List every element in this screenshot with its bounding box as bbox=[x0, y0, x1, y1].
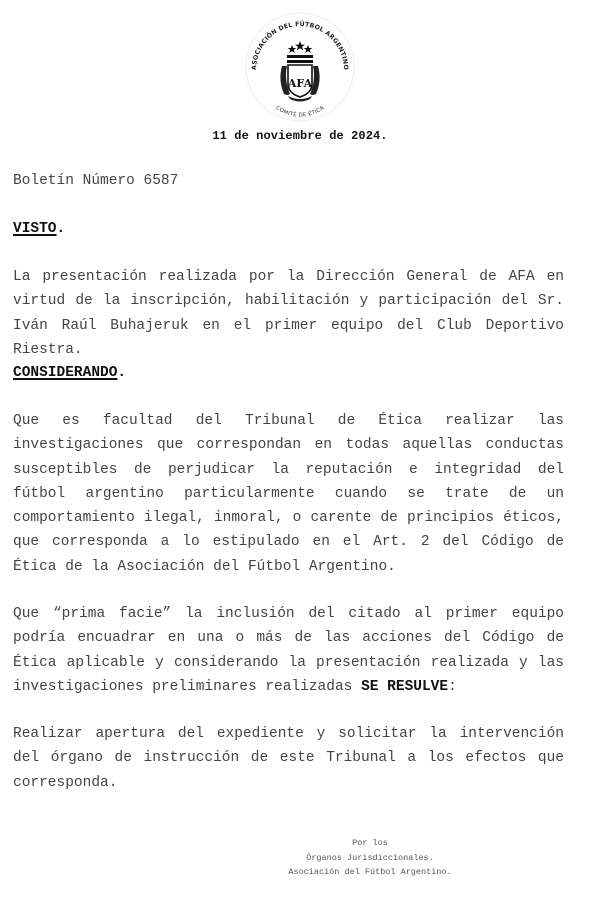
signature-line-3: Asociación del Fútbol Argentino. bbox=[288, 867, 452, 877]
considerando-heading bbox=[13, 361, 564, 385]
signature-block bbox=[270, 836, 470, 880]
considerando-paragraph-2-text: Que “prima facie” la inclusión del citado al primer equipo podría encuadrar en una o más de las acciones del Código de Ética aplicable y considerando la presentación realizada y las investigaciones preliminares realizadas bbox=[13, 606, 564, 695]
svg-text:ASOCIACIÓN DEL FÚTBOL ARGENTIN: ASOCIACIÓN DEL FÚTBOL ARGENTINO bbox=[250, 20, 350, 71]
considerando-heading-suffix: . bbox=[117, 365, 127, 381]
considerando-paragraph-2-suffix: : bbox=[448, 678, 457, 695]
afa-ethics-committee-seal-icon bbox=[234, 10, 366, 124]
considerando-paragraph-2 bbox=[13, 602, 564, 699]
resolution-paragraph: Realizar apertura del expediente y solicitar la intervención del órgano de instrucción de este Tribunal a los efectos que corresponda. bbox=[13, 726, 564, 791]
considerando-heading-text: CONSIDERANDO bbox=[13, 365, 118, 381]
visto-heading-text: VISTO bbox=[13, 221, 57, 237]
afa-ethics-committee-logo bbox=[234, 10, 366, 124]
visto-heading bbox=[13, 217, 564, 241]
document-date: 11 de noviembre de 2024. bbox=[212, 129, 388, 143]
signature-line-2: Órganos Jurisdiccionales. bbox=[306, 852, 434, 863]
svg-text:AFA: AFA bbox=[287, 77, 313, 90]
considerando-paragraph-1: Que es facultad del Tribunal de Ética realizar las investigaciones que correspondan en todas aquellas conductas susceptibles de perjudicar la reputación e integridad del fútbol argentino particularmente cuando se trate de un comportamiento ilegal, inmoral, o carente de principios éticos, que corresponda a lo estipulado en el Art. 2 del Código de Ética de la Asociación del Fútbol Argentino. bbox=[13, 413, 564, 575]
visto-paragraph: La presentación realizada por la Dirección General de AFA en virtud de la inscripción, habilitación y participación del Sr. Iván Raúl Buhajeruk en el primer equipo del Club Deportivo Riestra. bbox=[13, 269, 564, 358]
signature-line-1: Por los bbox=[352, 838, 388, 848]
bulletin-number: Boletín Número 6587 bbox=[13, 173, 179, 189]
se-resuelve-label: SE RESULVE bbox=[361, 678, 449, 695]
visto-heading-suffix: . bbox=[56, 221, 66, 237]
svg-text:COMITÉ DE ÉTICA: COMITÉ DE ÉTICA bbox=[274, 105, 326, 119]
